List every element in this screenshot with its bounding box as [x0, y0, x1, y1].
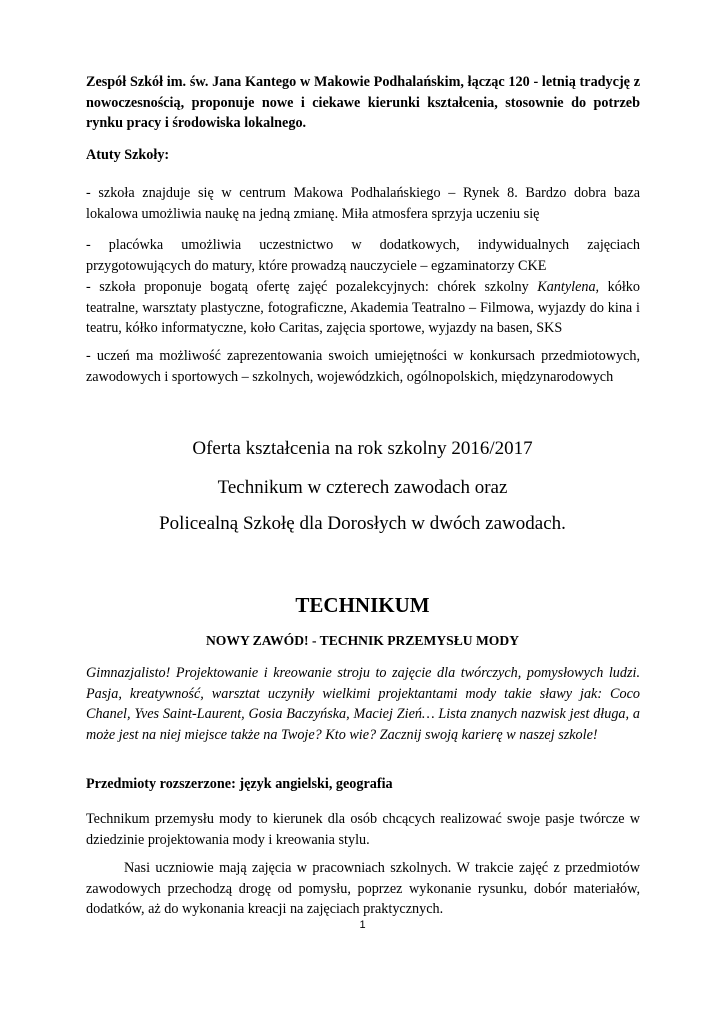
choir-name: Kantylena, [537, 279, 600, 295]
strength-item-extracurricular [86, 277, 640, 339]
gimnazjalisto-paragraph: Gimnazjalisto! Projektowanie i kreowanie stroju to zajęcie dla twórczych, pomysłowych ludzi. Pasja, kreatywność, warsztat uczyniły wielkimi projektantami mody takie sławy jak: Coco Chanel, Yves Saint-Laurent, Gosia Baczyńska, Maciej Zień… Lista znanych nazwisk jest długa, a może jest na niej miejsce także na Twoje? Kto wie? Zacznij swoją karierę w naszej szkole! [86, 665, 640, 743]
fashion-paragraph-1: Technikum przemysłu mody to kierunek dla osób chcących realizować swoje pasje twórcze w dziedzinie projektowania mody i kreowania stylu. [86, 811, 640, 848]
page-number: 1 [359, 919, 366, 931]
extracurricular-text-end: kółko teatralne, warsztaty plastyczne, fotograficzne, Akademia Teatralno – Filmowa, wyjazdy do kina i teatru, kółko informatyczne, koło Caritas, zajęcia sportowe, wyjazdy na basen, SKS [86, 279, 640, 336]
strength-item-competitions: - uczeń ma możliwość zaprezentowania swoich umiejętności w konkursach przedmiotowych, zawodowych i sportowych – szkolnych, wojewódzkich, ogólnopolskich, międzynarodowych [86, 348, 640, 385]
fashion-paragraph-2: Nasi uczniowie mają zajęcia w pracowniach szkolnych. W trakcie zajęć z przedmiotów zawodowych przechodzą drogę od pomysłu, poprzez wykonanie rysunku, dobór materiałów, dodatków, aż do wykonania kreacji na zajęciach praktycznych. [86, 860, 640, 917]
strengths-heading: Atuty Szkoły: [86, 147, 170, 163]
extended-subjects: Przedmioty rozszerzone: język angielski, geografia [86, 776, 393, 792]
strength-item-location: - szkoła znajduje się w centrum Makowa Podhalańskiego – Rynek 8. Bardzo dobra baza lokalowa umożliwia naukę na jedną zmianę. Miła atmosfera sprzyja uczeniu się [86, 185, 640, 222]
strength-item-extra-classes: - placówka umożliwia uczestnictwo w dodatkowych, indywidualnych zajęciach przygotowujących do matury, które prowadzą nauczyciele – egzaminatorzy CKE [86, 237, 640, 274]
offer-title: Oferta kształcenia na rok szkolny 2016/2017 [192, 438, 533, 459]
offer-technikum-line: Technikum w czterech zawodach oraz [217, 477, 508, 498]
extracurricular-text-start: - szkoła proponuje bogatą ofertę zajęć pozalekcyjnych: chórek szkolny [86, 279, 538, 295]
offer-policealna-line: Policealną Szkołę dla Dorosłych w dwóch zawodach. [159, 513, 566, 534]
new-profession-heading: NOWY ZAWÓD! - TECHNIK PRZEMYSŁU MODY [205, 633, 520, 648]
technikum-heading: TECHNIKUM [295, 593, 430, 617]
intro-paragraph: Zespół Szkół im. św. Jana Kantego w Makowie Podhalańskim, łącząc 120 - letnią tradycję z nowoczesnością, proponuje nowe i ciekawe kierunki kształcenia, stosownie do potrzeb rynku pracy i środowiska lokalnego. [86, 74, 640, 131]
